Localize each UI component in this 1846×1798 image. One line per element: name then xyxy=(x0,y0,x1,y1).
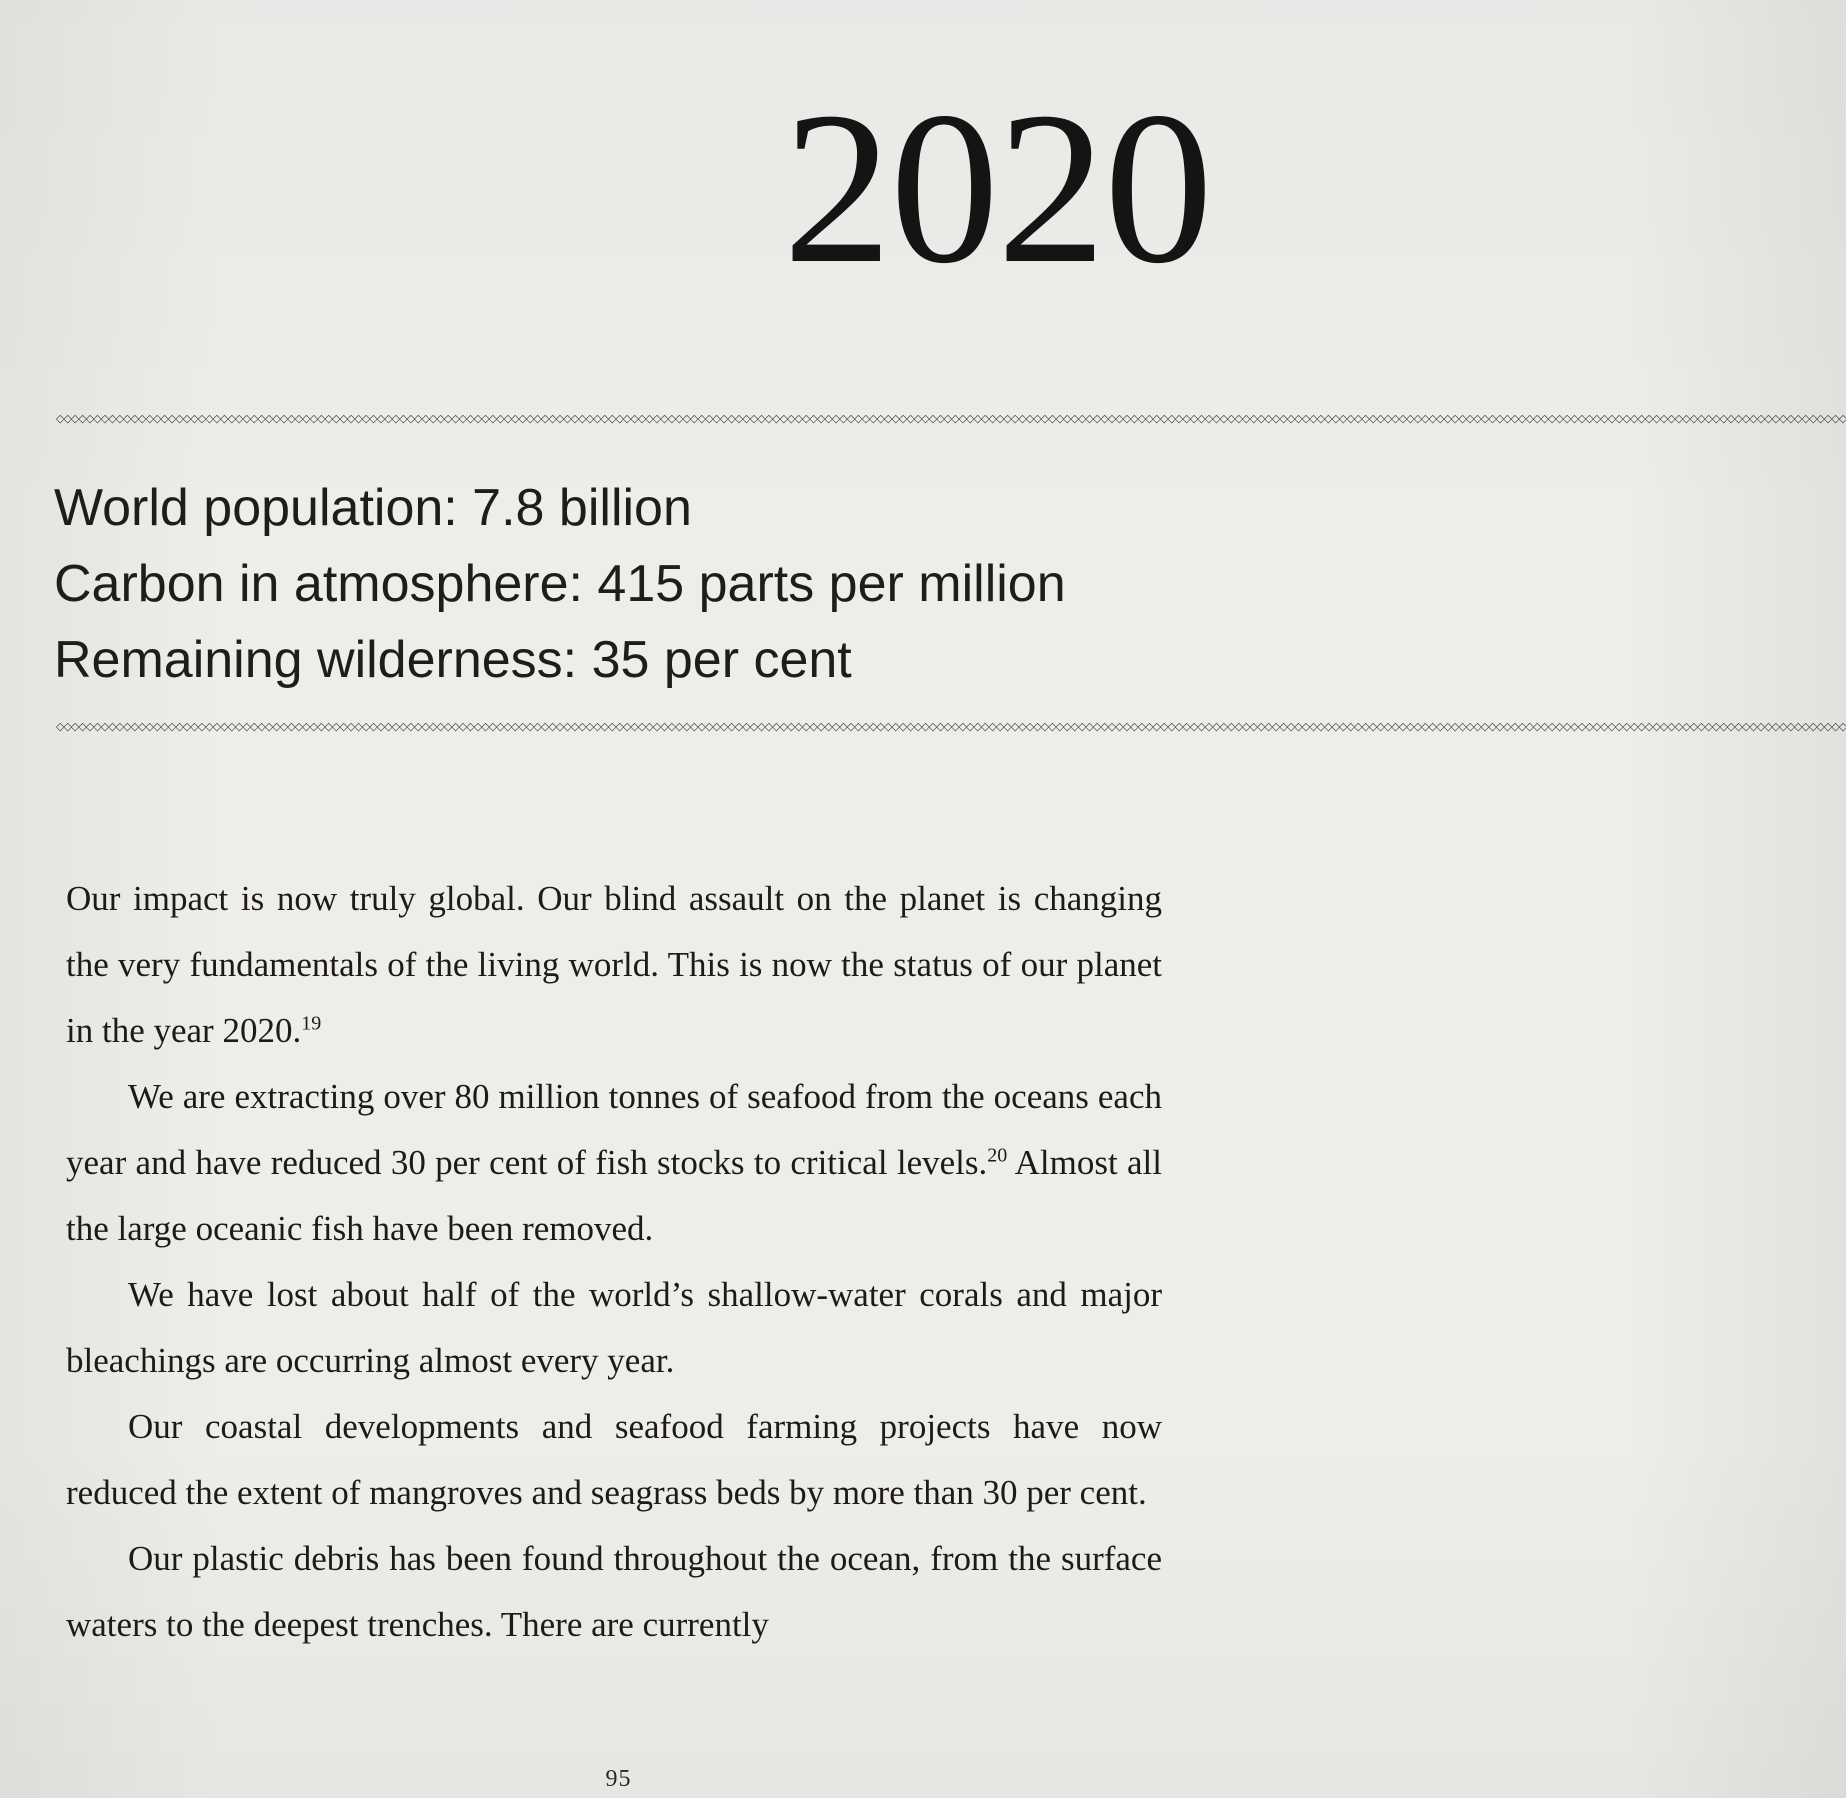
paragraph-text: Our plastic debris has been found throughout the ocean, from the surface waters to the deepest trenches. There are currently xyxy=(66,1539,1162,1644)
ornamental-divider-top: ◇◇◇◇◇◇◇◇◇◇◇◇◇◇◇◇◇◇◇◇◇◇◇◇◇◇◇◇◇◇◇◇◇◇◇◇◇◇◇◇◇◇◇◇◇◇◇◇◇◇◇◇◇◇◇◇◇◇◇◇◇◇◇◇◇◇◇◇◇◇◇◇◇◇◇◇◇◇◇◇◇◇◇◇◇◇◇◇◇◇◇◇◇◇◇◇◇◇◇◇◇◇◇◇◇◇◇◇◇◇◇◇◇◇◇◇◇◇◇◇◇◇◇◇◇◇◇◇◇◇◇◇◇◇◇◇◇◇◇◇◇◇◇◇◇◇◇◇◇◇◇◇◇◇◇◇◇◇◇◇◇◇◇◇◇◇◇◇◇◇◇◇◇◇◇◇◇◇◇◇◇◇◇◇◇◇◇◇◇◇◇◇◇◇◇◇◇◇◇◇◇◇◇◇◇◇◇◇◇◇◇◇◇◇◇◇◇◇◇◇◇◇◇◇◇◇◇◇◇◇◇◇◇◇◇◇◇◇◇◇ xyxy=(56,412,1846,425)
page-number: 95 xyxy=(605,1766,632,1792)
stats-block xyxy=(54,470,1174,698)
ornamental-divider-bottom: ◇◇◇◇◇◇◇◇◇◇◇◇◇◇◇◇◇◇◇◇◇◇◇◇◇◇◇◇◇◇◇◇◇◇◇◇◇◇◇◇◇◇◇◇◇◇◇◇◇◇◇◇◇◇◇◇◇◇◇◇◇◇◇◇◇◇◇◇◇◇◇◇◇◇◇◇◇◇◇◇◇◇◇◇◇◇◇◇◇◇◇◇◇◇◇◇◇◇◇◇◇◇◇◇◇◇◇◇◇◇◇◇◇◇◇◇◇◇◇◇◇◇◇◇◇◇◇◇◇◇◇◇◇◇◇◇◇◇◇◇◇◇◇◇◇◇◇◇◇◇◇◇◇◇◇◇◇◇◇◇◇◇◇◇◇◇◇◇◇◇◇◇◇◇◇◇◇◇◇◇◇◇◇◇◇◇◇◇◇◇◇◇◇◇◇◇◇◇◇◇◇◇◇◇◇◇◇◇◇◇◇◇◇◇◇◇◇◇◇◇◇◇◇◇◇◇◇◇◇◇◇◇◇◇◇◇◇◇◇◇ xyxy=(56,720,1846,733)
stat-remaining-wilderness: Remaining wilderness: 35 per cent xyxy=(54,631,852,689)
body-text xyxy=(66,866,1162,1658)
paragraph xyxy=(66,1394,1162,1526)
paragraph xyxy=(66,1064,1162,1262)
year-heading: 2020 xyxy=(783,68,1211,309)
paragraph-text: Our coastal developments and seafood farming projects have now reduced the extent of mangroves and seagrass beds by more than 30 per cent. xyxy=(66,1407,1162,1512)
paragraph-text: Our impact is now truly global. Our blind assault on the planet is changing the very fundamentals of the living world. This is now the status of our planet in the year 2020. xyxy=(66,879,1162,1050)
footnote-marker: 19 xyxy=(301,1012,322,1035)
paragraph xyxy=(66,866,1162,1064)
stat-world-population: World population: 7.8 billion xyxy=(54,479,692,537)
stat-carbon-atmosphere: Carbon in atmosphere: 415 parts per million xyxy=(54,555,1066,613)
paragraph xyxy=(66,1262,1162,1394)
paragraph-text-continued: Almost all the large oceanic fish have been removed. xyxy=(66,1143,1162,1248)
paragraph xyxy=(66,1526,1162,1658)
footnote-marker: 20 xyxy=(987,1144,1008,1167)
paragraph-text: We have lost about half of the world’s shallow-water corals and major bleachings are occurring almost every year. xyxy=(66,1275,1162,1380)
paragraph-text: We are extracting over 80 million tonnes of seafood from the oceans each year and have reduced 30 per cent of fish stocks to critical levels. xyxy=(66,1077,1162,1182)
